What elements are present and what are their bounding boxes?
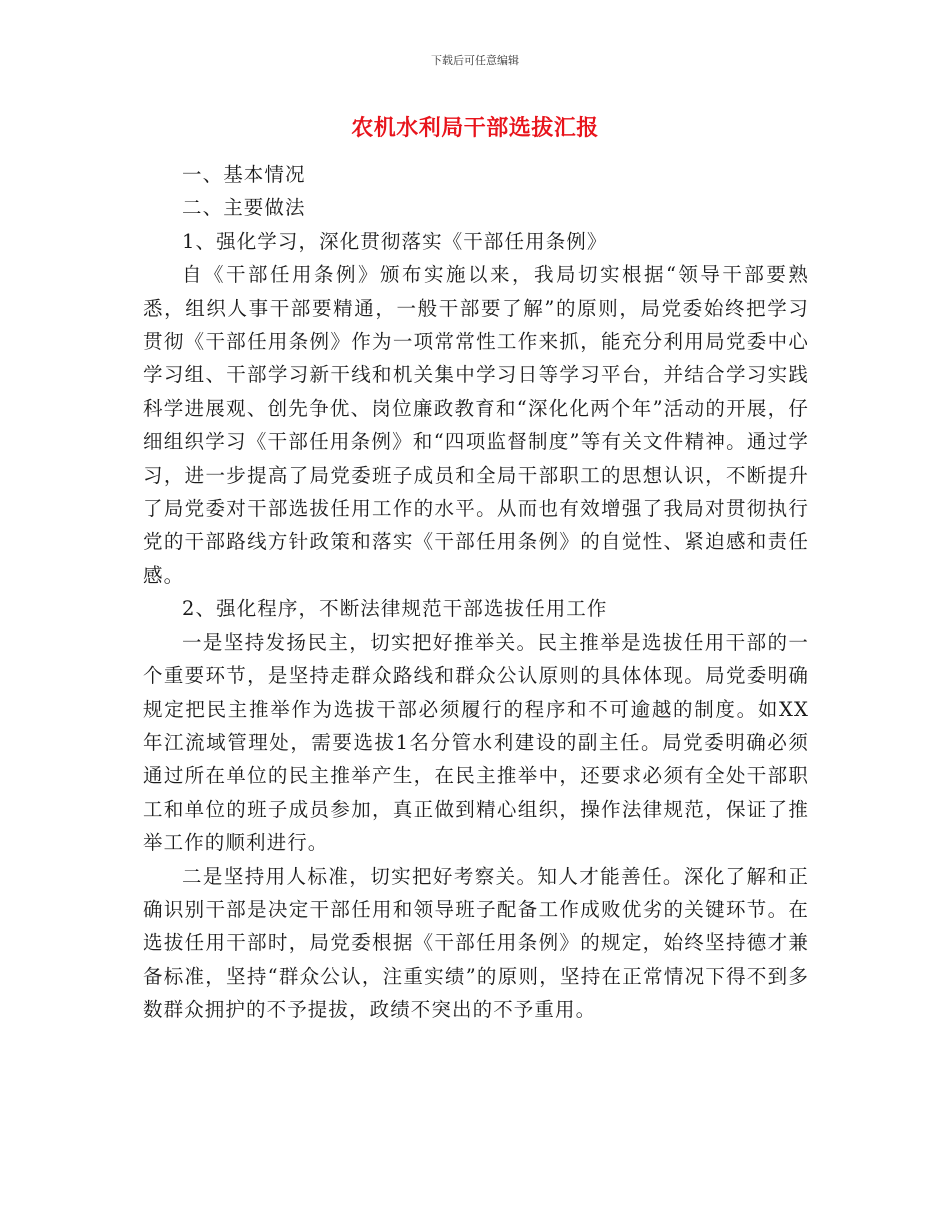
document-body — [143, 158, 809, 1027]
page-header-note: 下载后可任意编辑 — [431, 54, 519, 67]
paragraph-study: 自《干部任用条例》颁布实施以来，我局切实根据“领导干部要熟悉，组织人事干部要精通，一般干部要了解”的原则，局党委始终把学习贯彻《干部任用条例》作为一项常常性工作来抓，能充分利用局党委中心学习组、干部学习新干线和机关集中学习日等学习平台，并结合学习实践科学进展观、创先争优、岗位廉政教育和“深化化两个年”活动的开展，仔细组织学习《干部任用条例》和“四项监督制度”等有关文件精神。通过学习，进一步提高了局党委班子成员和全局干部职工的思想认识，不断提升了局党委对干部选拔任用工作的水平。从而也有效增强了我局对贯彻执行党的干部路线方针政策和落实《干部任用条例》的自觉性、紧迫感和责任感。 — [143, 263, 809, 587]
subheading-study: 1、强化学习，深化贯彻落实《干部任用条例》 — [182, 229, 608, 253]
subheading-procedure: 2、强化程序，不断法律规范干部选拔任用工作 — [182, 597, 608, 621]
section-heading-basic: 一、基本情况 — [182, 163, 306, 186]
document-title: 农机水利局干部选拔汇报 — [351, 115, 599, 141]
paragraph-democracy: 一是坚持发扬民主，切实把好推举关。民主推举是选拔任用干部的一个重要环节，是坚持走群众路线和群众公认原则的具体体现。局党委明确规定把民主推举作为选拔干部必须履行的程序和不可逾越的制度。如XX年江流域管理处，需要选拔1名分管水利建设的副主任。局党委明确必须通过所在单位的民主推举产生，在民主推举中，还要求必须有全处干部职工和单位的班子成员参加，真正做到精心组织，操作法律规范，保证了推举工作的顺利进行。 — [143, 630, 809, 855]
section-heading-practices: 二、主要做法 — [182, 196, 306, 220]
paragraph-standards: 二是坚持用人标准，切实把好考察关。知人才能善任。深化了解和正确识别干部是决定干部任用和领导班子配备工作成败优劣的关键环节。在选拔任用干部时，局党委根据《干部任用条例》的规定，始终坚持德才兼备标准，坚持“群众公认，注重实绩”的原则，坚持在正常情况下得不到多数群众拥护的不予提拔，政绩不突出的不予重用。 — [143, 864, 809, 1022]
